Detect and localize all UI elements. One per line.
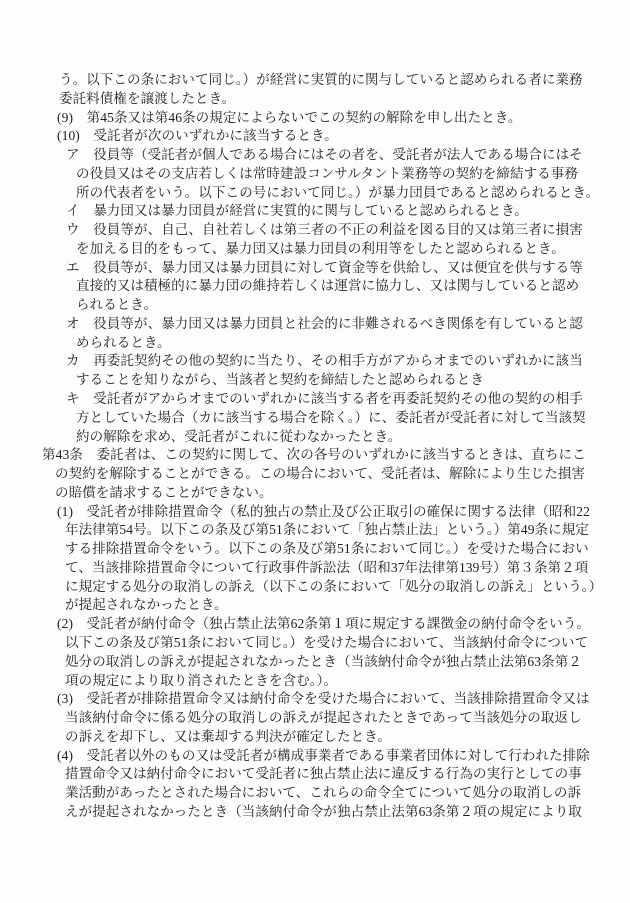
document-line: 年法律第54号。以下この条及び第51条において「独占禁止法」という。）第49条に規定 — [65, 522, 589, 538]
document-line: が提起されなかったとき。 — [65, 597, 228, 613]
document-line: イ 暴力団又は暴力団員が経営に実質的に関与していると認められるとき。 — [66, 203, 528, 219]
document-line: う。以下この条において同じ。）が経営に実質的に関与していると認められる者に業務 — [59, 72, 583, 87]
document-line: えが提起されなかったとき（当該納付命令が独占禁止法第63条第２項の規定により取 — [65, 803, 582, 819]
document-line: (2) 受託者が納付命令（独占禁止法第62条第１項に規定する課徴金の納付命令をいう。 — [57, 616, 590, 632]
document-line: 委託料債権を譲渡したとき。 — [59, 90, 236, 106]
document-line: 第43条 委託者は、この契約に関して、次の各号のいずれかに該当するときは、直ちにこ — [42, 447, 586, 463]
document-line: の役員又はその支店若しくは常時建設コンサルタント業務等の契約を締結する事務 — [76, 165, 578, 181]
document-line: することを知りながら、当該者と契約を締結したと認められるとき — [76, 372, 484, 388]
document-line: 方としていた場合（カに該当する場合を除く。）に、委託者が受託者に対して当該契 — [76, 409, 586, 425]
document-line: 約の解除を求め、受託者がこれに従わなかったとき。 — [76, 428, 402, 444]
document-line: エ 役員等が、暴力団又は暴力団員に対して資金等を供給し、又は便宜を供与する等 — [66, 259, 583, 275]
document-line: (1) 受託者が排除措置命令（私的独占の禁止及び公正取引の確保に関する法律（昭和22 — [57, 503, 590, 519]
document-line: カ 再委託契約その他の契約に当たり、その相手方がアからオまでのいずれかに該当 — [66, 353, 583, 369]
document-line: に規定する処分の取消しの訴え（以下この条において「処分の取消しの訴え」という。） — [65, 578, 603, 594]
document-line: する排除措置命令をいう。以下この条及び第51条において同じ。）を受けた場合におい — [65, 541, 589, 557]
document-line: ウ 役員等が、自己、自社若しくは第三者の不正の利益を図る目的又は第三者に損害 — [66, 222, 583, 238]
document-line: 項の規定により取り消されたときを含む。）。 — [65, 672, 338, 688]
document-line: 直接的又は積極的に暴力団の維持若しくは運営に協力し、又は関与していると認め — [76, 278, 580, 294]
document-line: 当該納付命令に係る処分の取消しの訴えが提起されたときであって当該処分の取返し — [65, 710, 582, 726]
document-body — [42, 71, 608, 822]
document-line: の契約を解除することができる。この場合において、受託者は、解除により生じた損害 — [55, 466, 586, 482]
document-line: 処分の取消しの訴えが提起されなかったとき（当該納付命令が独占禁止法第63条第２ — [65, 653, 582, 669]
document-line: 所の代表者をいう。以下この号において同じ。）が暴力団員であると認められるとき。 — [76, 184, 600, 200]
document-line: キ 受託者がアからオまでのいずれかに該当する者を再委託契約その他の契約の相手 — [66, 391, 583, 407]
document-line: (9) 第45条又は第46条の規定によらないでこの契約の解除を申し出たとき。 — [57, 109, 522, 125]
document-line: 業活動があったとされた場合において、これらの命令全てについて処分の取消しの訴 — [65, 785, 582, 801]
document-line: て、当該排除措置命令について行政事件訴訟法（昭和37年法律第139号）第３条第２項 — [65, 559, 589, 575]
document-line: (4) 受託者以外のもの又は受託者が構成事業者である事業者団体に対して行われた排除 — [57, 747, 590, 763]
document-line: の訴えを却下し、又は棄却する判決が確定したとき。 — [65, 728, 391, 744]
document-line: られるとき。 — [76, 297, 158, 313]
document-line: ア 役員等（受託者が個人である場合にはその者を、受託者が法人である場合にはそ — [66, 147, 583, 163]
document-line: オ 役員等が、暴力団又は暴力団員と社会的に非難されるべき関係を有していると認 — [66, 315, 583, 331]
document-line: の賠償を請求することができない。 — [55, 484, 273, 500]
document-line: を加える目的をもって、暴力団又は暴力団員の利用等をしたと認められるとき。 — [76, 240, 565, 256]
document-line: 以下この条及び第51条において同じ。）を受けた場合において、当該納付命令について — [65, 634, 589, 650]
document-line: 措置命令又は納付命令において受託者に独占禁止法に違反する行為の実行としての事 — [65, 766, 582, 782]
document-line: (3) 受託者が排除措置命令又は納付命令を受けた場合において、当該排除措置命令又は — [57, 691, 590, 707]
document-line: められるとき。 — [76, 334, 171, 350]
document-line: (10) 受託者が次のいずれかに該当するとき。 — [57, 128, 338, 144]
